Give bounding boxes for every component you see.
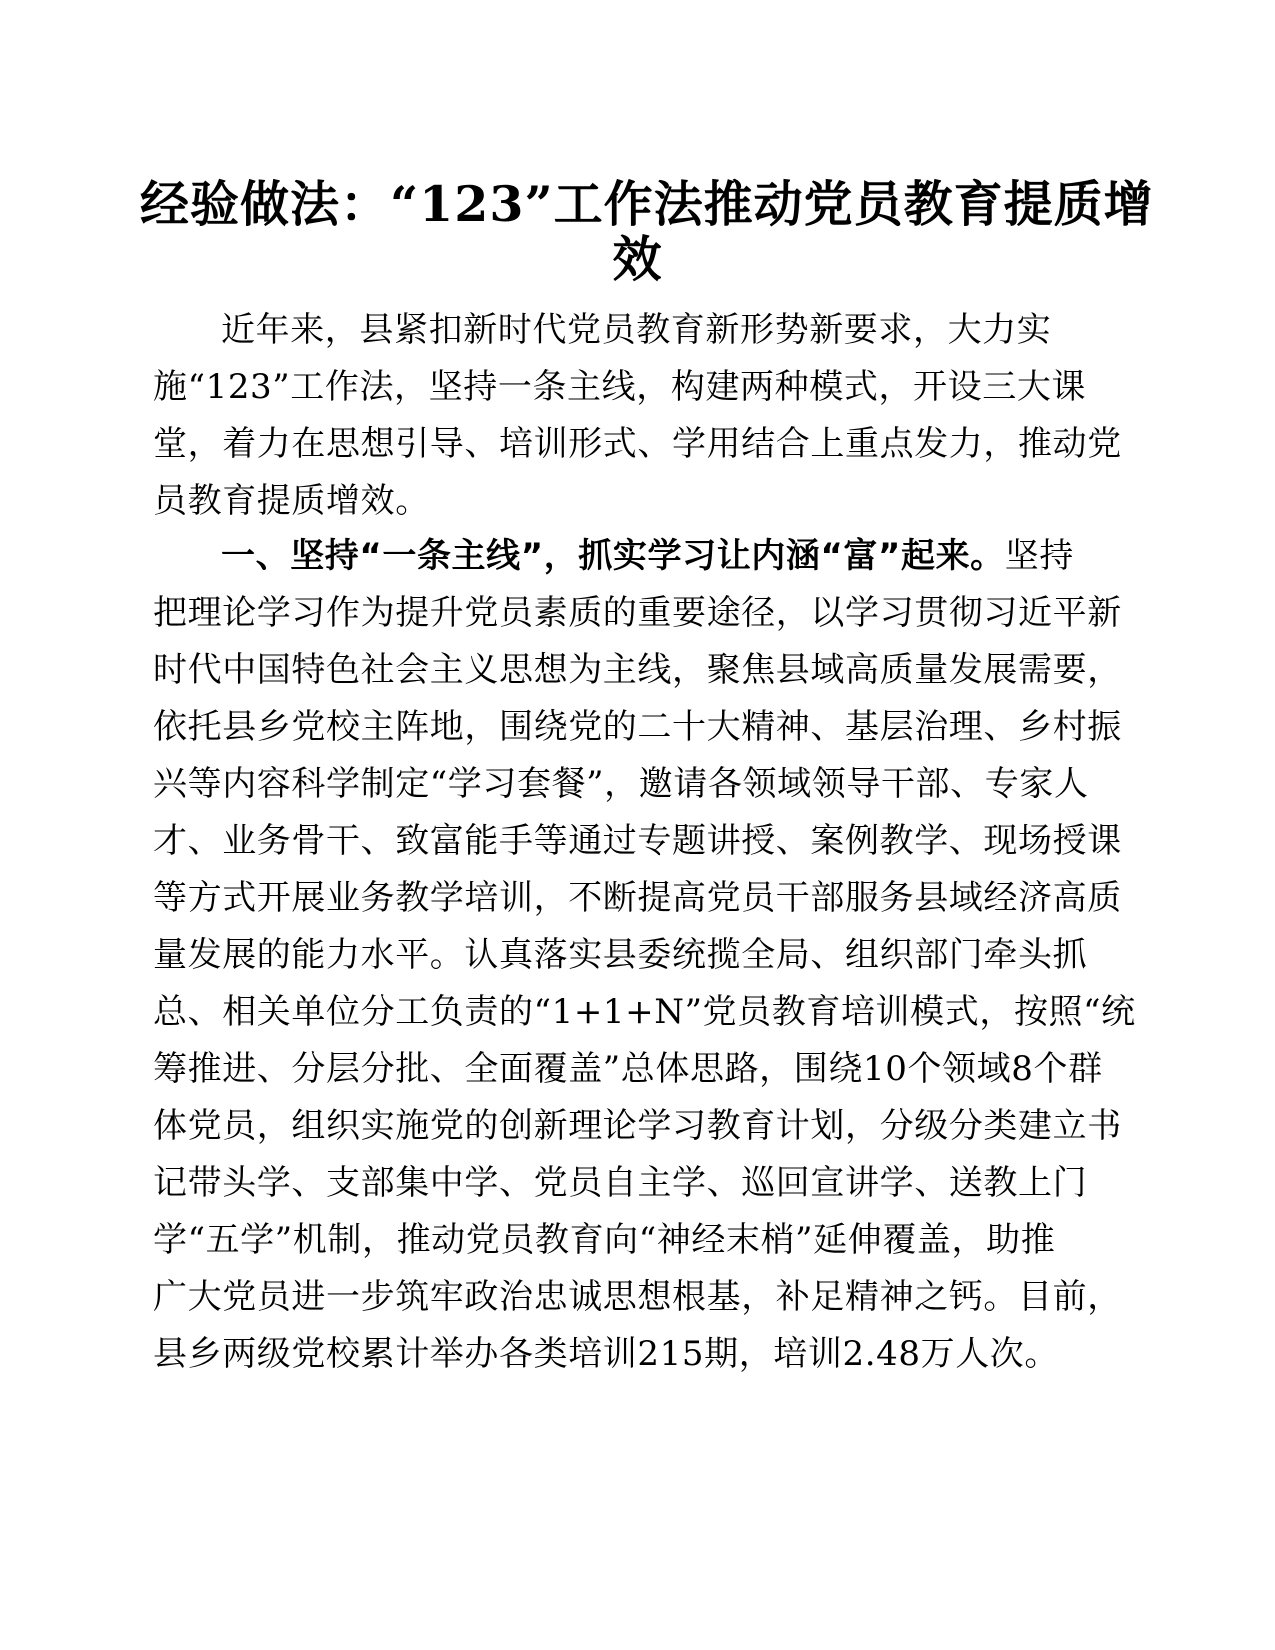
section-1-first-line	[221, 536, 1074, 576]
section-1-line: 体党员，组织实施党的创新理论学习教育计划，分级分类建立书	[153, 1106, 1122, 1146]
section-1-line: 兴等内容科学制定“学习套餐”，邀请各领域领导干部、专家人	[153, 764, 1089, 804]
section-1-line: 总、相关单位分工负责的“1+1+N”党员教育培训模式，按照“统	[153, 992, 1136, 1032]
section-1-line: 学“五学”机制，推动党员教育向“神经末梢”延伸覆盖，助推	[153, 1220, 1056, 1260]
section-1-line: 县乡两级党校累计举办各类培训215期，培训2.48万人次。	[153, 1334, 1059, 1374]
intro-paragraph-line: 员教育提质增效。	[153, 481, 430, 521]
section-1-line: 时代中国特色社会主义思想为主线，聚焦县域高质量发展需要，	[153, 650, 1122, 690]
intro-paragraph-line: 施“123”工作法，坚持一条主线，构建两种模式，开设三大课	[153, 367, 1087, 407]
intro-paragraph-line: 近年来，县紧扣新时代党员教育新形势新要求，大力实	[221, 310, 1052, 350]
document-title-line-2: 效	[612, 230, 663, 288]
section-1-first-line-tail: 坚持	[1004, 536, 1074, 576]
section-1-line: 把理论学习作为提升党员素质的重要途径，以学习贯彻习近平新	[153, 593, 1122, 633]
section-1-heading: 一、坚持“一条主线”，抓实学习让内涵“富”起来。	[221, 536, 1005, 576]
section-1-line: 依托县乡党校主阵地，围绕党的二十大精神、基层治理、乡村振	[153, 707, 1122, 747]
section-1-line: 记带头学、支部集中学、党员自主学、巡回宣讲学、送教上门	[153, 1163, 1088, 1203]
section-1-line: 量发展的能力水平。认真落实县委统揽全局、组织部门牵头抓	[153, 935, 1088, 975]
intro-paragraph-line: 堂，着力在思想引导、培训形式、学用结合上重点发力，推动党	[153, 424, 1122, 464]
section-1-line: 广大党员进一步筑牢政治忠诚思想根基，补足精神之钙。目前，	[153, 1277, 1122, 1317]
document-title-line-1: 经验做法：“123”工作法推动党员教育提质增	[140, 175, 1154, 233]
section-1-line: 筹推进、分层分批、全面覆盖”总体思路，围绕10个领域8个群	[153, 1049, 1103, 1089]
section-1-line: 才、业务骨干、致富能手等通过专题讲授、案例教学、现场授课	[153, 821, 1122, 861]
section-1-line: 等方式开展业务教学培训，不断提高党员干部服务县域经济高质	[153, 878, 1122, 918]
